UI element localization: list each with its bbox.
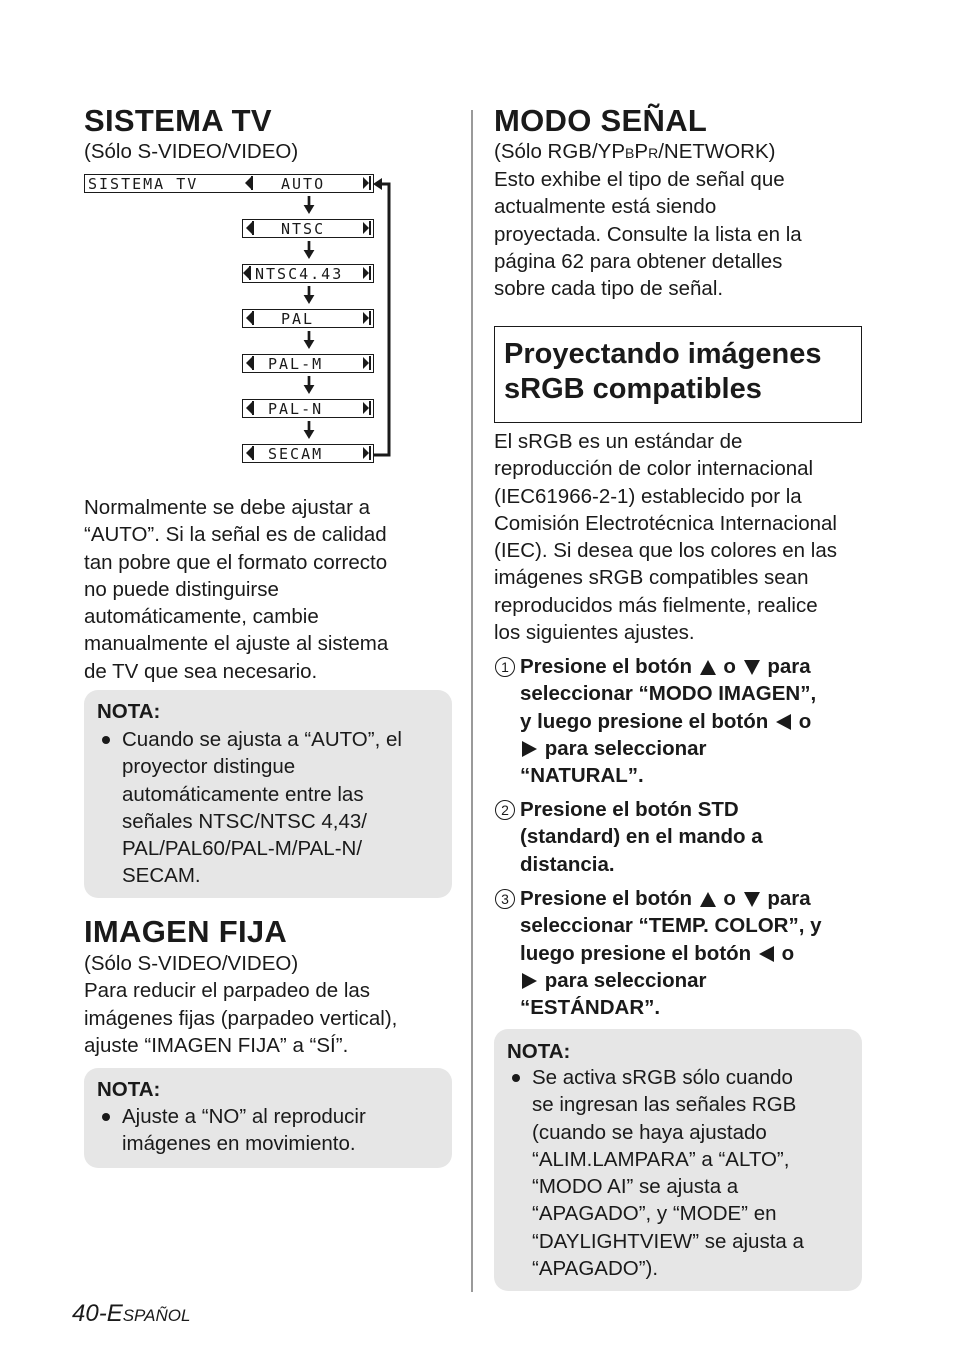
sistema-tv-paragraph: Normalmente se debe ajustar a “AUTO”. Si la señal es de calidad tan pobre que el formato correcto no puede distinguirse automáticamente, cambie manualmente el ajuste al sistema de TV que sea necesario. [84, 496, 389, 683]
note-label: NOTA: [97, 700, 161, 723]
menu-item-ntsc: NTSC [281, 220, 326, 238]
menu-item-pal: PAL [281, 310, 315, 328]
loop-return-arrow-icon [372, 176, 394, 460]
column-divider [471, 110, 473, 1292]
sistema-tv-subtitle: (Sólo S-VIDEO/VIDEO) [84, 140, 299, 163]
menu-row-auto [84, 174, 374, 193]
modo-senal-paragraph: Esto exhibe el tipo de señal que actualmente está siendo proyectada. Consulte la lista en la página 62 para obtener detalles sobre cada tipo de señal. [494, 168, 802, 301]
menu-item-pal-n: PAL-N [268, 400, 324, 418]
srgb-heading-box [494, 326, 862, 423]
bullet-icon [102, 736, 110, 744]
step-number: 1 [495, 657, 515, 677]
step-text: Presione el botón STD (standard) en el mando a distancia. [520, 798, 763, 876]
down-arrow-icon [302, 241, 316, 259]
bullet-icon [512, 1074, 520, 1082]
imagen-fija-heading: IMAGEN FIJA [84, 914, 288, 949]
step-text: Presione el botón o para seleccionar “TEMP. COLOR”, y luego presione el botón o para seleccionar “ESTÁNDAR”. [520, 887, 822, 1020]
left-triangle-icon [776, 714, 791, 730]
bullet-icon [102, 1113, 110, 1121]
imagen-fija-note [84, 1068, 452, 1168]
down-arrow-icon [302, 196, 316, 214]
step-number: 3 [495, 889, 515, 909]
right-triangle-icon [522, 973, 537, 989]
note-text: Se activa sRGB sólo cuando se ingresan las señales RGB (cuando se haya ajustado “ALIM.LAMPARA” a “ALTO”, “MODO AI” se ajusta a “APAGADO”, y “MODE” en “DAYLIGHTVIEW” se ajusta a “APAGADO”). [532, 1066, 804, 1281]
srgb-heading: Proyectando imágenes sRGB compatibles [504, 338, 822, 405]
menu-title-label: SISTEMA TV [88, 175, 199, 193]
menu-item-auto: AUTO [281, 175, 326, 193]
menu-item-ntsc443: NTSC4.43 [255, 265, 344, 283]
right-triangle-icon [522, 741, 537, 757]
note-label: NOTA: [97, 1078, 161, 1101]
srgb-paragraph: El sRGB es un estándar de reproducción de color internacional (IEC61966-2-1) establecido por la Comisión Electrotécnica Internacional (IEC). Si desea que los colores en las imágenes sRGB compatibles sean reproducidos más fielmente, realice los siguientes ajustes. [494, 430, 837, 645]
menu-item-secam: SECAM [268, 445, 324, 463]
menu-item-pal-m: PAL-M [268, 355, 324, 373]
down-arrow-icon [302, 331, 316, 349]
down-triangle-icon [744, 892, 760, 907]
down-arrow-icon [302, 376, 316, 394]
menu-row-ntsc [242, 219, 374, 238]
modo-senal-subtitle: (Sólo RGB/YPBPR/NETWORK) [494, 140, 776, 163]
sistema-tv-heading: SISTEMA TV [84, 103, 272, 138]
note-text: Ajuste a “NO” al reproducir imágenes en movimiento. [122, 1105, 366, 1156]
step-text: Presione el botón o para seleccionar “MODO IMAGEN”, y luego presione el botón o para seleccionar “NATURAL”. [520, 655, 817, 788]
menu-row-pal-n [242, 399, 374, 418]
menu-row-secam [242, 444, 374, 463]
note-label: NOTA: [507, 1040, 571, 1063]
down-arrow-icon [302, 421, 316, 439]
up-triangle-icon [700, 892, 716, 907]
up-triangle-icon [700, 660, 716, 675]
note-text: Cuando se ajusta a “AUTO”, el proyector distingue automáticamente entre las señales NTSC/NTSC 4,43/ PAL/PAL60/PAL-M/PAL-N/ SECAM. [122, 728, 402, 888]
menu-row-ntsc443 [242, 264, 374, 283]
sistema-tv-note [84, 690, 452, 898]
imagen-fija-text: (Sólo S-VIDEO/VIDEO) Para reducir el parpadeo de las imágenes fijas (parpadeo vertical), ajuste “IMAGEN FIJA” a “SÍ”. [84, 952, 398, 1057]
page-footer: 40-ESPAÑOL [72, 1300, 191, 1327]
menu-row-pal [242, 309, 374, 328]
step-number: 2 [495, 800, 515, 820]
down-arrow-icon [302, 286, 316, 304]
modo-senal-heading: MODO SEÑAL [494, 103, 708, 138]
menu-row-pal-m [242, 354, 374, 373]
left-triangle-icon [759, 946, 774, 962]
down-triangle-icon [744, 660, 760, 675]
srgb-note [494, 1029, 862, 1291]
